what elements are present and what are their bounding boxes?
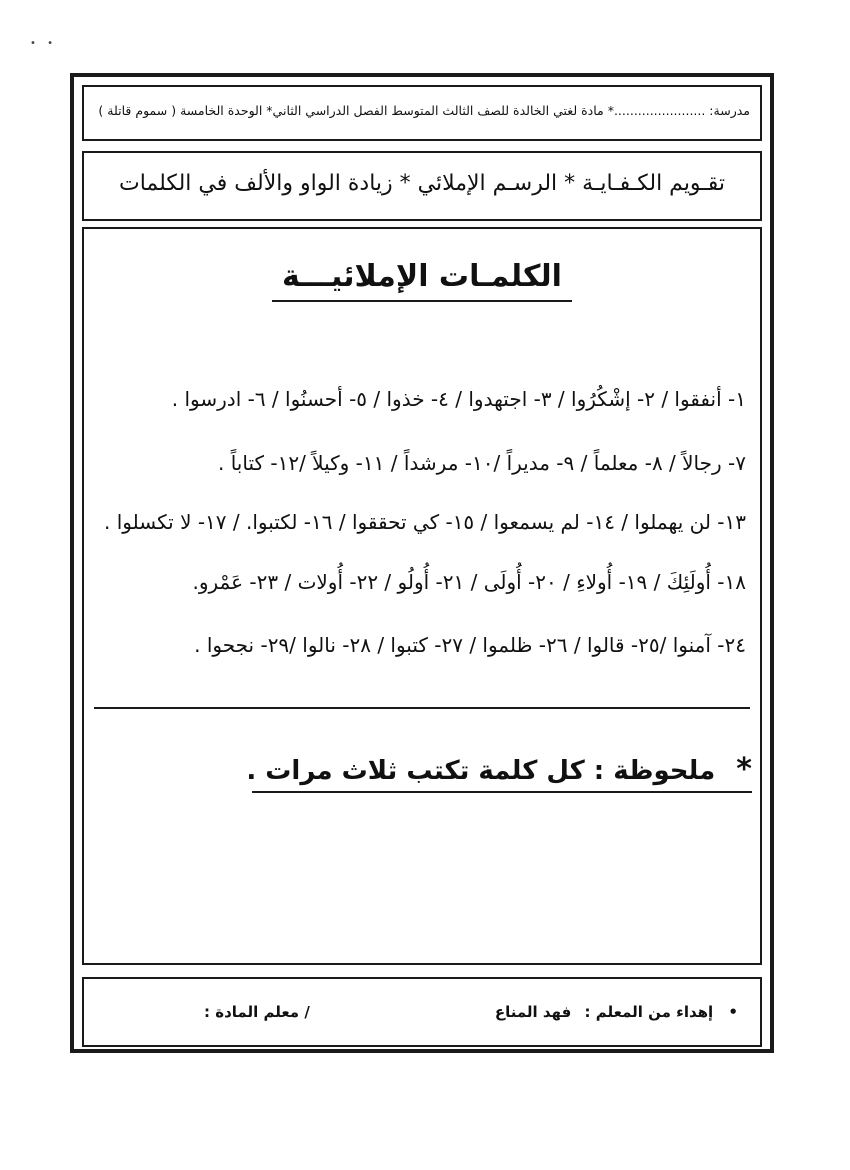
content-box xyxy=(82,227,762,965)
page-frame xyxy=(70,73,774,1053)
footer-teacher-name: فهد المناع xyxy=(494,1003,572,1021)
words-heading xyxy=(84,259,760,294)
note-text: ملحوظة : كل كلمة تكتب ثلاث مرات . xyxy=(246,756,716,786)
word-line-2: ٧- رجالاً / ٨- معلماً / ٩- مديراً /١٠- مرشداً / ١١- وكيلاً /١٢- كتاباً . xyxy=(217,451,746,475)
footer-gift xyxy=(495,1003,738,1021)
header-text: مدرسة: .......................* مادة لغتي الخالدة للصف الثالث المتوسط الفصل الدراسي الثاني* الوحدة الخامسة ( سموم قاتلة ) xyxy=(98,103,750,118)
footer-subject-teacher: / معلم المادة : xyxy=(204,1003,310,1021)
footer-bullet: • xyxy=(728,1003,738,1021)
word-line-1: ١- أنفقوا / ٢- إشْكُرُوا / ٣- اجتهدوا / ٤- خذوا / ٥- أحسنُوا / ٦- ادرسوا . xyxy=(171,387,746,411)
word-line-5: ٢٤- آمنوا /٢٥- قالوا / ٢٦- ظلموا / ٢٧- كتبوا / ٢٨- نالوا /٢٩- نجحوا . xyxy=(194,633,746,657)
header-box xyxy=(82,85,762,141)
word-line-4: ١٨- أُولَئِكَ / ١٩- أُولاءِ / ٢٠- أُولَى / ٢١- أُولُو / ٢٢- أُولات / ٢٣- عَمْرو. xyxy=(192,570,746,594)
note-star: * xyxy=(736,752,752,787)
title-text: تقـويم الكـفـايـة * الرسـم الإملائي * زيادة الواو والألف في الكلمات xyxy=(119,171,725,196)
title-box xyxy=(82,151,762,221)
scan-dots: • • xyxy=(30,38,57,49)
footer-box xyxy=(82,977,762,1047)
note xyxy=(246,752,752,793)
divider-line xyxy=(94,707,750,709)
words-heading-text: الكلمـات الإملائيـــة xyxy=(272,259,572,302)
footer-gift-label: إهداء من المعلم : xyxy=(584,1003,714,1021)
word-line-3: ١٣- لن يهملوا / ١٤- لم يسمعوا / ١٥- كي تحققوا / ١٦- لكتبوا. / ١٧- لا تكسلوا . xyxy=(104,510,746,534)
